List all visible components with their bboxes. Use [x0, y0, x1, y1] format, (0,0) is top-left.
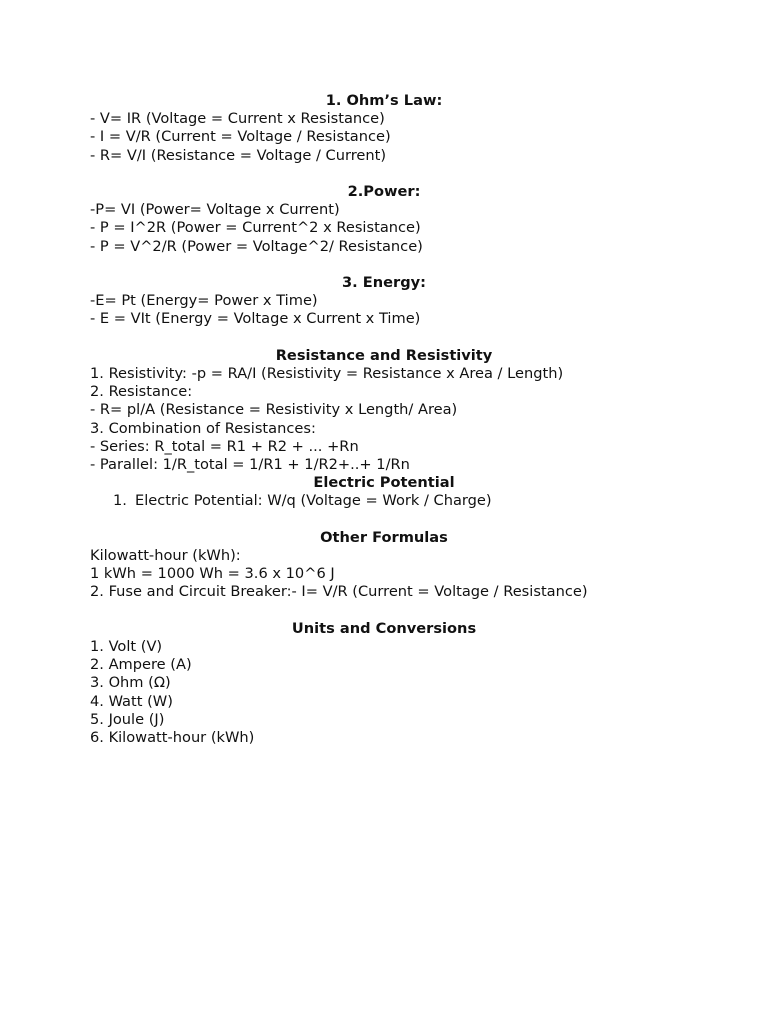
units-line: 6. Kilowatt-hour (kWh) — [90, 729, 255, 747]
units-section — [90, 620, 678, 747]
spacer — [90, 256, 678, 274]
units-line: 4. Watt (W) — [90, 692, 173, 710]
spacer — [90, 165, 678, 183]
units-line: 2. Ampere (A) — [90, 656, 192, 674]
electric-potential-section — [90, 474, 678, 510]
resistance-line: 1. Resistivity: -p = RA/I (Resistivity = Resistance x Area / Length) — [90, 365, 564, 382]
resistance-line: - Parallel: 1/R_total = 1/R1 + 1/R2+..+ 1/Rn — [90, 456, 410, 474]
ohms-law-heading: 1. Ohm’s Law: — [325, 92, 443, 109]
resistance-line: 2. Resistance: — [90, 383, 193, 401]
ohms-law-section — [90, 92, 678, 165]
resistance-heading: Resistance and Resistivity — [275, 346, 493, 364]
resistance-line: - R= pl/A (Resistance = Resistivity x Length/ Area) — [90, 401, 458, 419]
other-formulas-line: Kilowatt-hour (kWh): — [90, 547, 241, 565]
spacer — [90, 602, 678, 620]
other-formulas-heading: Other Formulas — [320, 528, 448, 546]
power-section — [90, 183, 678, 256]
power-heading: 2.Power: — [347, 183, 421, 200]
units-line: 3. Ohm (Ω) — [90, 674, 171, 692]
power-line: -P= VI (Power= Voltage x Current) — [90, 201, 340, 219]
resistance-section — [90, 347, 678, 474]
electric-potential-item — [90, 492, 678, 510]
other-formulas-line: 2. Fuse and Circuit Breaker:- I= V/R (Current = Voltage / Resistance) — [90, 583, 588, 601]
resistance-line: - Series: R_total = R1 + R2 + ... +Rn — [90, 437, 359, 455]
ohms-law-line: - I = V/R (Current = Voltage / Resistance) — [90, 128, 391, 146]
units-heading: Units and Conversions — [291, 619, 477, 637]
power-line: - P = V^2/R (Power = Voltage^2/ Resistance) — [90, 237, 423, 255]
electric-potential-heading: Electric Potential — [313, 474, 455, 492]
spacer — [90, 511, 678, 529]
list-number: 1. — [113, 492, 127, 510]
spacer — [90, 329, 678, 347]
document-page — [90, 92, 678, 747]
units-line: 1. Volt (V) — [90, 638, 163, 656]
units-line: 5. Joule (J) — [90, 710, 165, 728]
list-item-text: Electric Potential: W/q (Voltage = Work / Charge) — [135, 492, 492, 510]
ohms-law-line: - V= IR (Voltage = Current x Resistance) — [90, 110, 385, 128]
ohms-law-line: - R= V/I (Resistance = Voltage / Current) — [90, 146, 387, 164]
resistance-line: 3. Combination of Resistances: — [90, 419, 316, 437]
other-formulas-line: 1 kWh = 1000 Wh = 3.6 x 10^6 J — [90, 565, 335, 583]
energy-line: -E= Pt (Energy= Power x Time) — [90, 292, 318, 310]
other-formulas-section — [90, 529, 678, 602]
power-line: - P = I^2R (Power = Current^2 x Resistance) — [90, 219, 421, 237]
energy-heading: 3. Energy: — [341, 274, 427, 291]
energy-section — [90, 274, 678, 329]
energy-line: - E = VIt (Energy = Voltage x Current x Time) — [90, 310, 421, 328]
